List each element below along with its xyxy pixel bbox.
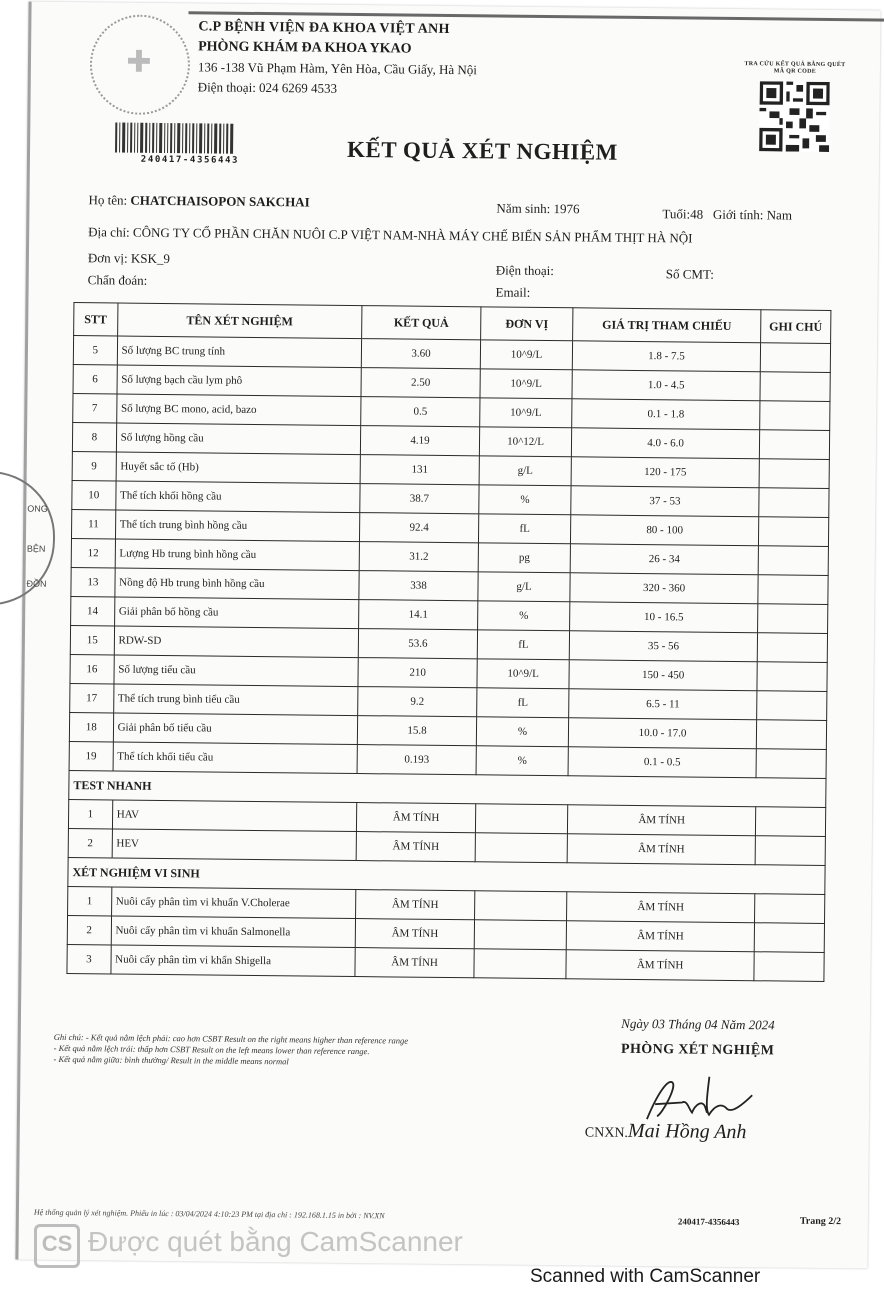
cell-test-name: Nuôi cấy phân tìm vi khuẩn V.Cholerae [111, 887, 356, 919]
cell-test-name: Huyết sắc tố (Hb) [116, 452, 361, 484]
col-header-unit: ĐƠN VỊ [480, 307, 573, 341]
cell-note [757, 633, 827, 663]
qr-caption: TRA CỨU KẾT QUẢ BẰNG QUÉT MÃ QR CODE [744, 61, 846, 75]
age-sex-field [662, 206, 792, 223]
legend-notes [53, 1032, 408, 1069]
cell-test-name: Số lượng bạch cầu lym phô [117, 365, 362, 397]
cell-unit: 10^9/L [477, 659, 570, 689]
footer-code: 240417-4356443 [677, 1216, 740, 1228]
cell-stt: 5 [73, 336, 117, 365]
patient-address: CÔNG TY CỔ PHẦN CHĂN NUÔI C.P VIỆT NAM-NHÀ MÁY CHẾ BIẾN SẢN PHẨM THỊT HÀ NỘI [132, 224, 693, 246]
cell-result: ÂM TÍNH [355, 948, 474, 978]
address-label: Địa chỉ: [88, 224, 130, 240]
cell-test-name: Thể tích trung bình hồng cầu [115, 510, 360, 542]
letterhead [198, 19, 478, 98]
cell-reference: 26 - 34 [570, 544, 758, 575]
rapid-test-rows [68, 800, 826, 866]
cell-reference: 80 - 100 [571, 515, 759, 546]
cell-result: 3.60 [361, 339, 480, 369]
cell-unit [474, 891, 567, 921]
birth-year-label: Năm sinh: [496, 200, 551, 217]
cell-note [757, 662, 827, 692]
cell-stt: 8 [72, 423, 116, 452]
cell-unit [475, 804, 568, 834]
col-header-result: KẾT QUẢ [362, 306, 481, 340]
cell-result: 338 [359, 571, 478, 601]
cell-test-name: HAV [112, 800, 357, 832]
cell-reference: 6.5 - 11 [569, 689, 757, 720]
cell-test-name: Nuôi cấy phân tìm vi khuẩn Salmonella [111, 916, 356, 948]
patient-name: CHATCHAISOPON SAKCHAI [130, 192, 310, 210]
cell-unit: g/L [478, 572, 571, 602]
signer-title: CNXN. [584, 1125, 629, 1141]
cell-note [757, 691, 827, 721]
cell-note [758, 517, 828, 547]
clinic-name: PHÒNG KHÁM ĐA KHOA YKAO [198, 39, 412, 57]
cell-unit [475, 833, 568, 863]
note-line: Ghi chú: - Kết quả nằm lệch phải: cao hơn CSBT Result on the right means higher than reference range [53, 1031, 409, 1046]
cell-unit: g/L [479, 456, 572, 486]
email-field [496, 284, 531, 300]
cell-result: 4.19 [361, 426, 480, 456]
barcode-number: 240417-4356443 [140, 154, 240, 166]
signature-block [577, 1015, 818, 1145]
cell-reference: 4.0 - 6.0 [572, 428, 760, 459]
col-header-reference: GIÁ TRỊ THAM CHIẾU [573, 308, 761, 343]
cell-stt: 7 [73, 394, 117, 423]
cell-stt: 2 [67, 916, 111, 945]
cell-stt: 10 [72, 481, 116, 510]
cell-result: 53.6 [358, 629, 477, 659]
department-name: PHÒNG XÉT NGHIỆM [621, 1041, 775, 1059]
cell-test-name: Số lượng tiểu cầu [114, 655, 359, 687]
handwritten-signature-icon [637, 1074, 758, 1125]
col-header-test-name: TÊN XÉT NGHIỆM [117, 303, 362, 339]
cell-reference: 37 - 53 [571, 486, 759, 517]
hospital-stamp-icon [89, 14, 190, 115]
cell-reference: ÂM TÍNH [566, 950, 754, 981]
clinic-phone: Điện thoại: 024 6269 4533 [197, 79, 338, 96]
camscanner-watermark: Được quét bằng CamScanner [88, 1226, 463, 1257]
id-field [666, 266, 714, 283]
cell-note [759, 488, 829, 518]
hematology-rows [69, 336, 831, 779]
age-label: Tuổi: [662, 206, 691, 222]
cell-test-name: Thể tích khối tiểu cầu [113, 742, 358, 774]
hospital-name: C.P BỆNH VIỆN ĐA KHOA VIỆT ANH [198, 19, 450, 37]
sex: Nam [766, 207, 793, 223]
cell-note [757, 604, 827, 634]
cell-note [756, 720, 826, 750]
cell-result: 0.5 [361, 397, 480, 427]
unit-value: KSK_9 [130, 250, 171, 267]
cell-note [758, 546, 828, 576]
phone-field [496, 262, 554, 279]
cell-stt: 13 [71, 568, 115, 597]
cell-reference: 0.1 - 0.5 [568, 747, 756, 778]
cell-test-name: Thể tích trung bình tiểu cầu [113, 684, 358, 716]
cell-unit: % [477, 601, 570, 631]
cell-note [755, 836, 825, 866]
cell-stt: 18 [69, 713, 113, 742]
cell-stt: 9 [72, 452, 116, 481]
cell-unit: pg [478, 543, 571, 573]
cell-stt: 16 [70, 655, 114, 684]
results-table [66, 302, 831, 982]
cell-note [755, 807, 825, 837]
cell-result: 31.2 [359, 542, 478, 572]
col-header-stt: STT [74, 303, 118, 336]
unit-label: Đơn vị: [87, 250, 128, 266]
cell-test-name: Lượng Hb trung bình hồng cầu [115, 539, 360, 571]
cell-unit: % [476, 717, 569, 747]
cell-unit: fL [478, 514, 571, 544]
cell-reference: 120 - 175 [571, 457, 759, 488]
cell-reference: 150 - 450 [569, 660, 757, 691]
micro-test-rows [67, 887, 825, 982]
section-title-micro: XÉT NGHIỆM VI SINH [68, 858, 825, 895]
cell-stt: 1 [68, 800, 112, 829]
id-label: Số CMT: [665, 266, 714, 282]
cell-result: ÂM TÍNH [356, 832, 475, 862]
note-line: - Kết quả nằm lệch trái: thấp hơn CSBT Result on the left means lower than reference range. [53, 1042, 370, 1057]
cell-result: 9.2 [358, 687, 477, 717]
signer [577, 1119, 817, 1145]
cell-reference: 1.8 - 7.5 [573, 341, 761, 372]
cell-stt: 14 [71, 597, 115, 626]
birth-year-field [496, 200, 579, 217]
cell-test-name: Thể tích khối hồng cầu [115, 481, 360, 513]
age: 48 [690, 206, 704, 222]
cell-test-name: Nuôi cấy phân tìm vi khẩn Shigella [111, 945, 356, 977]
cell-note [754, 923, 824, 953]
cell-note [760, 372, 830, 402]
cell-test-name: Số lượng BC trung tính [117, 336, 362, 368]
cell-unit: 10^9/L [480, 369, 573, 399]
cell-result: 210 [358, 658, 477, 688]
red-seal-stamp-icon: ONG BỆN ĐỒN [0, 471, 56, 606]
document-page [15, 2, 880, 1269]
sex-label: Giới tính: [712, 206, 764, 223]
cell-unit: fL [477, 630, 570, 660]
report-date: Ngày 03 Tháng 04 Năm 2024 [621, 1015, 775, 1033]
cell-note [754, 894, 824, 924]
report-title: KẾT QUẢ XÉT NGHIỆM [346, 136, 618, 165]
scanned-with-label: Scanned with CamScanner [530, 1266, 761, 1287]
patient-address-field [88, 224, 693, 246]
cell-stt: 19 [69, 742, 113, 771]
cell-result: 14.1 [359, 600, 478, 630]
cell-result: 131 [360, 455, 479, 485]
cell-stt: 11 [71, 510, 115, 539]
cell-result: 2.50 [361, 368, 480, 398]
cell-stt: 15 [70, 626, 114, 655]
cell-stt: 3 [67, 945, 111, 974]
cell-reference: ÂM TÍNH [566, 921, 754, 952]
col-header-note: GHI CHÚ [761, 310, 831, 344]
cell-reference: 10 - 16.5 [570, 602, 758, 633]
cell-test-name: Giải phân bố tiểu cầu [113, 713, 358, 745]
email-label: Email: [495, 284, 531, 300]
note-line: - Kết quả nằm giữa: bình thường/ Result in the middle means normal [53, 1053, 289, 1067]
diagnosis-field [88, 272, 148, 289]
cell-note [754, 952, 824, 982]
qr-code-icon[interactable] [759, 81, 830, 152]
cell-unit: 10^9/L [480, 340, 573, 370]
cell-unit: 10^12/L [479, 427, 572, 457]
camscanner-logo-icon: CS [34, 1224, 80, 1268]
cell-note [759, 430, 829, 460]
patient-name-field [88, 192, 309, 210]
scan-edge-left [15, 2, 31, 1260]
cell-reference: 320 - 360 [570, 573, 758, 604]
cell-unit [474, 949, 567, 979]
cell-stt: 6 [73, 365, 117, 394]
cell-reference: 35 - 56 [569, 631, 757, 662]
barcode-bars-icon [115, 122, 265, 154]
cell-reference: ÂM TÍNH [567, 834, 755, 865]
cell-note [756, 749, 826, 779]
cell-result: ÂM TÍNH [355, 919, 474, 949]
phone-label: Điện thoại: [495, 262, 555, 279]
cell-stt: 12 [71, 539, 115, 568]
cell-unit [474, 920, 567, 950]
cell-result: 38.7 [360, 484, 479, 514]
cell-unit: 10^9/L [480, 398, 573, 428]
cell-result: 92.4 [360, 513, 479, 543]
qr-block [739, 61, 850, 157]
section-title-rapid: TEST NHANH [69, 771, 826, 808]
cell-unit: % [479, 485, 572, 515]
cell-note [760, 401, 830, 431]
cell-reference: 10.0 - 17.0 [569, 718, 757, 749]
cell-result: 15.8 [358, 716, 477, 746]
page-number: Trang 2/2 [799, 1215, 842, 1228]
cell-result: ÂM TÍNH [357, 803, 476, 833]
unit-field [88, 250, 170, 267]
medical-cross-icon: ✚ [126, 45, 152, 79]
cell-note [758, 575, 828, 605]
patient-name-label: Họ tên: [88, 192, 128, 208]
cell-test-name: Số lượng BC mono, acid, bazo [116, 394, 361, 426]
cell-test-name: Số lượng hồng cầu [116, 423, 361, 455]
cell-result: 0.193 [357, 745, 476, 775]
birth-year: 1976 [553, 201, 580, 217]
cell-reference: ÂM TÍNH [568, 805, 756, 836]
signer-name: Mai Hồng Anh [627, 1119, 747, 1144]
cell-result: ÂM TÍNH [356, 890, 475, 920]
diagnosis-label: Chẩn đoán: [87, 272, 148, 288]
cell-stt: 2 [68, 829, 112, 858]
barcode [115, 122, 265, 166]
cell-stt: 17 [70, 684, 114, 713]
cell-unit: fL [477, 688, 570, 718]
cell-test-name: RDW-SD [114, 626, 359, 658]
cell-test-name: Giải phân bố hồng cầu [114, 597, 359, 629]
cell-reference: 1.0 - 4.5 [572, 370, 760, 401]
cell-test-name: Nồng độ Hb trung bình hồng cầu [115, 568, 360, 600]
clinic-address: 136 -138 Vũ Phạm Hàm, Yên Hòa, Cầu Giấy, Hà Nội [197, 59, 477, 78]
cell-note [759, 459, 829, 489]
footer-system-line: Hệ thống quản lý xét nghiệm. Phiếu in lúc : 03/04/2024 4:10:23 PM tại địa chỉ : 192.168.1.15 in bởi : NV.XN [33, 1207, 385, 1221]
cell-stt: 1 [68, 887, 112, 916]
cell-note [760, 343, 830, 373]
cell-reference: 0.1 - 1.8 [572, 399, 760, 430]
cell-reference: ÂM TÍNH [567, 892, 755, 923]
cell-unit: % [476, 746, 569, 776]
cell-test-name: HEV [112, 829, 357, 861]
